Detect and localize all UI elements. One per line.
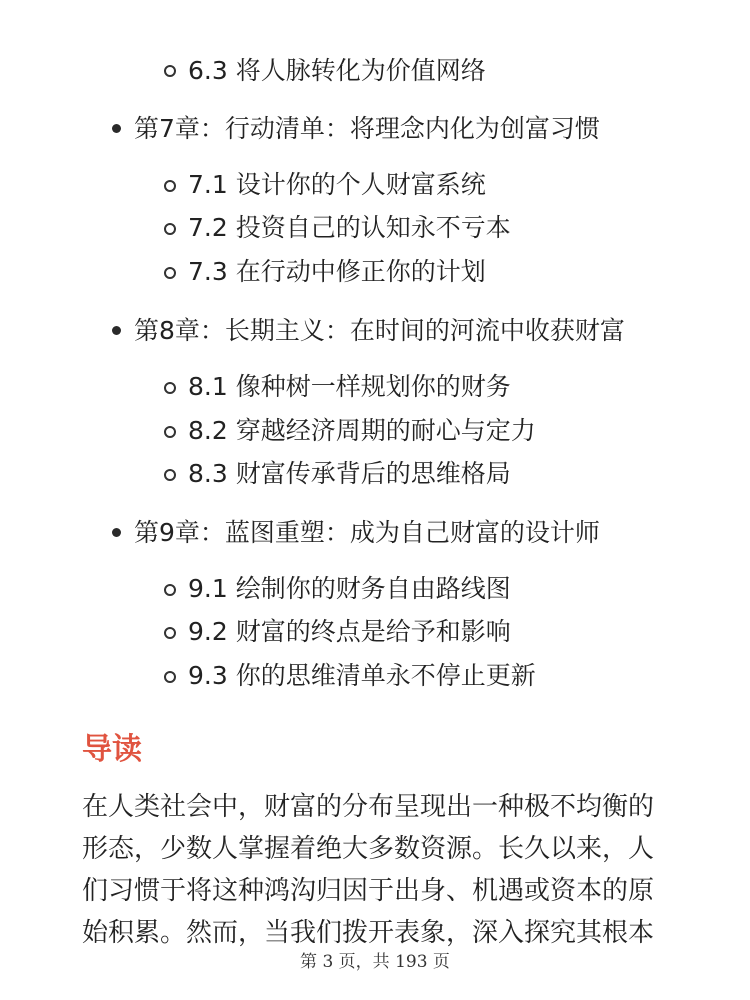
- circle-bullet-icon: [164, 584, 176, 596]
- toc-subitem[interactable]: 7.3 在行动中修正你的计划: [188, 257, 486, 286]
- circle-bullet-icon: [164, 180, 176, 192]
- toc-subitem[interactable]: 6.3 将人脉转化为价值网络: [188, 56, 486, 85]
- toc-subitem[interactable]: 9.1 绘制你的财务自由路线图: [188, 574, 511, 603]
- toc-subitem[interactable]: 7.1 设计你的个人财富系统: [188, 170, 486, 199]
- circle-bullet-icon: [164, 671, 176, 683]
- paragraph-line: 始积累。然而，当我们拨开表象，深入探究其根本: [82, 918, 655, 948]
- page-number-footer: 第 3 页，共 193 页: [300, 952, 450, 972]
- paragraph-line: 在人类社会中，财富的分布呈现出一种极不均衡的: [82, 792, 655, 822]
- toc-subitem[interactable]: 9.2 财富的终点是给予和影响: [188, 617, 511, 646]
- paragraph-line: 们习惯于将这种鸿沟归因于出身、机遇或资本的原: [82, 876, 655, 906]
- circle-bullet-icon: [164, 469, 176, 481]
- circle-bullet-icon: [164, 267, 176, 279]
- toc-chapter-item[interactable]: 第8章：长期主义：在时间的河流中收获财富: [134, 316, 625, 345]
- toc-subitem[interactable]: 9.3 你的思维清单永不停止更新: [188, 661, 536, 690]
- circle-bullet-icon: [164, 382, 176, 394]
- toc-subitem[interactable]: 7.2 投资自己的认知永不亏本: [188, 213, 511, 242]
- toc-subitem[interactable]: 8.2 穿越经济周期的耐心与定力: [188, 416, 536, 445]
- disc-bullet-icon: [112, 124, 121, 133]
- toc-subitem[interactable]: 8.1 像种树一样规划你的财务: [188, 372, 511, 401]
- toc-chapter-item[interactable]: 第9章：蓝图重塑：成为自己财富的设计师: [134, 518, 600, 547]
- circle-bullet-icon: [164, 426, 176, 438]
- toc-chapter-item[interactable]: 第7章：行动清单：将理念内化为创富习惯: [134, 114, 600, 143]
- circle-bullet-icon: [164, 223, 176, 235]
- circle-bullet-icon: [164, 627, 176, 639]
- disc-bullet-icon: [112, 326, 121, 335]
- section-heading: 导读: [82, 732, 142, 767]
- disc-bullet-icon: [112, 528, 121, 537]
- circle-bullet-icon: [164, 65, 176, 77]
- paragraph-line: 形态，少数人掌握着绝大多数资源。长久以来，人: [82, 834, 655, 864]
- toc-subitem[interactable]: 8.3 财富传承背后的思维格局: [188, 459, 511, 488]
